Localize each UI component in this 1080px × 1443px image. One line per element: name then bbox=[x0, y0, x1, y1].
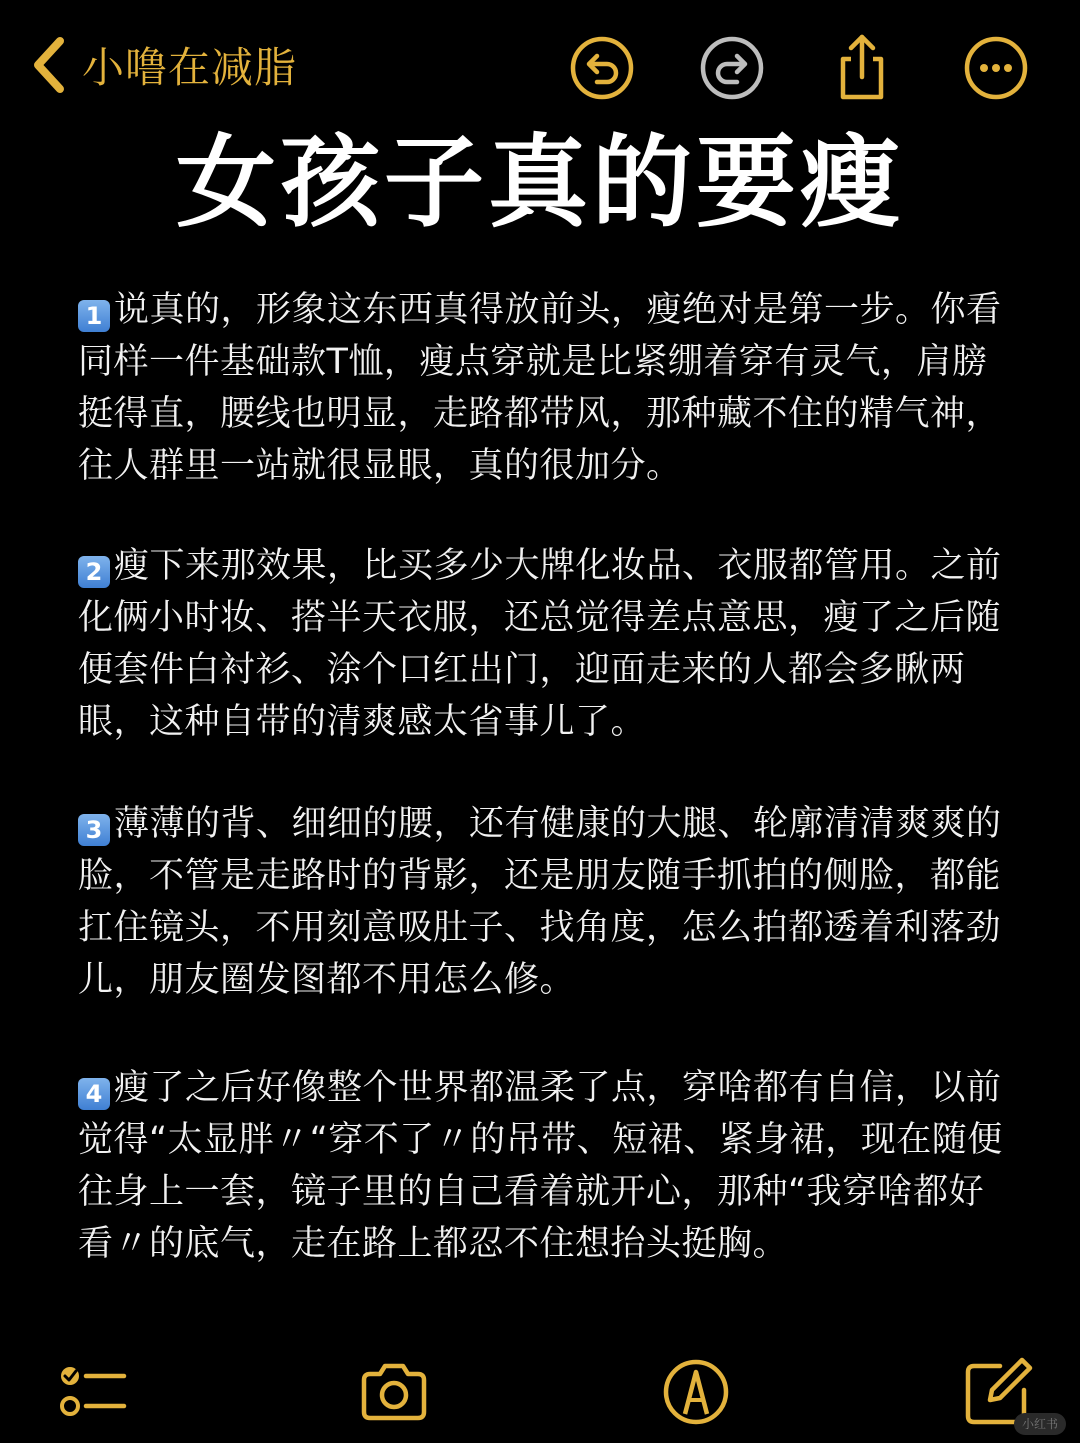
paragraph-text: 说真的，形象这东西真得放前头，瘦绝对是第一步。你看同样一件基础款T恤，瘦点穿就是比紧绷着穿有灵气，肩膀挺得直，腰线也明显，走路都带风，那种藏不住的精气神，往人群里一站就很显眼，真的很加分。 bbox=[78, 290, 1002, 486]
note-paragraph-4[interactable] bbox=[78, 1062, 1013, 1270]
back-button-label: 小噜在减脂 bbox=[82, 43, 298, 92]
chevron-left-icon bbox=[28, 35, 68, 95]
note-paragraph-3[interactable] bbox=[78, 798, 1013, 1006]
redo-icon bbox=[697, 33, 767, 103]
more-button[interactable] bbox=[958, 30, 1034, 106]
note-paragraph-2[interactable] bbox=[78, 540, 1013, 748]
share-icon bbox=[827, 33, 897, 103]
undo-icon bbox=[567, 33, 637, 103]
more-icon bbox=[961, 33, 1031, 103]
watermark: 小红书 bbox=[1014, 1413, 1066, 1435]
keycap-number-icon: 1 bbox=[78, 300, 110, 332]
note-paragraph-1[interactable] bbox=[78, 284, 1013, 492]
markup-pen-icon bbox=[658, 1354, 734, 1430]
redo-button[interactable] bbox=[694, 30, 770, 106]
top-navigation-bar bbox=[0, 0, 1080, 130]
note-title[interactable]: 女孩子真的要瘦 bbox=[176, 124, 904, 241]
checklist-button[interactable] bbox=[52, 1352, 132, 1432]
undo-button[interactable] bbox=[564, 30, 640, 106]
keycap-number-icon: 4 bbox=[78, 1078, 110, 1110]
paragraph-text: 瘦下来那效果，比买多少大牌化妆品、衣服都管用。之前化俩小时妆、搭半天衣服，还总觉得差点意思，瘦了之后随便套件白衬衫、涂个口红出门，迎面走来的人都会多瞅两眼，这种自带的清爽感太省事儿了。 bbox=[78, 546, 1002, 742]
camera-button[interactable] bbox=[354, 1352, 434, 1432]
camera-icon bbox=[356, 1354, 432, 1430]
keycap-number-icon: 3 bbox=[78, 814, 110, 846]
keycap-number-icon: 2 bbox=[78, 556, 110, 588]
paragraph-text: 瘦了之后好像整个世界都温柔了点，穿啥都有自信，以前觉得“太显胖〃“穿不了〃的吊带、短裙、紧身裙，现在随便往身上一套，镜子里的自己看着就开心，那种“我穿啥都好看〃的底气，走在路上都忍不住想抬头挺胸。 bbox=[78, 1068, 1003, 1264]
checklist-icon bbox=[54, 1354, 130, 1430]
share-button[interactable] bbox=[824, 30, 900, 106]
paragraph-text: 薄薄的背、细细的腰，还有健康的大腿、轮廓清清爽爽的脸，不管是走路时的背影，还是朋友随手抓拍的侧脸，都能扛住镜头，不用刻意吸肚子、找角度，怎么拍都透着利落劲儿，朋友圈发图都不用怎么修。 bbox=[78, 804, 1002, 1000]
back-button[interactable] bbox=[28, 30, 297, 100]
markup-button[interactable] bbox=[656, 1352, 736, 1432]
